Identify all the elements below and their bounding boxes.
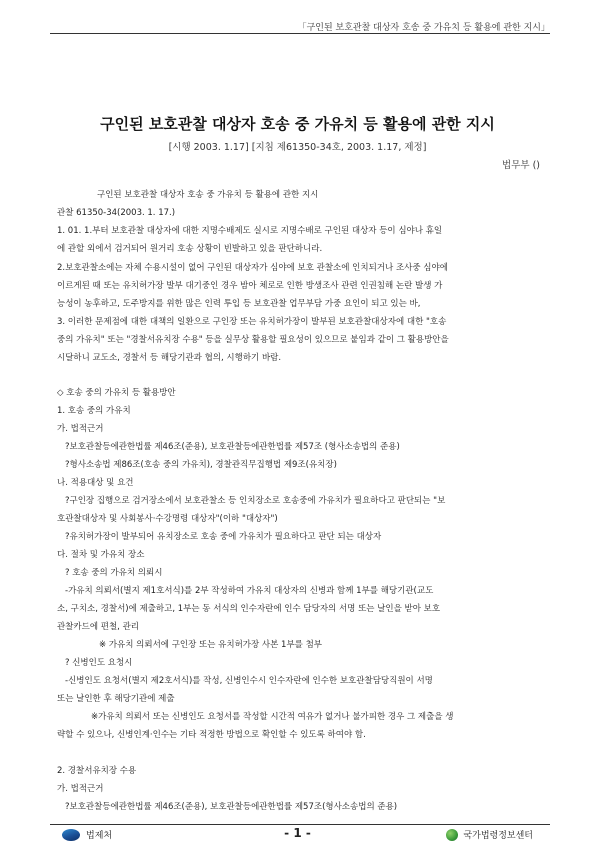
note-line: 략할 수 있으나, 신병인계·인수는 기타 적정한 방법으로 확인할 수 있도록 하여야 함. <box>57 730 366 740</box>
body-line: ?형사소송법 제86조(호송 중의 가유치), 경찰관직무집행법 제9조(유치장) <box>65 460 337 470</box>
subsection-heading: 가. 법적근거 <box>57 424 104 434</box>
note-line: ※ 가유치 의뢰서에 구인장 또는 유치허가장 사본 1부를 첨부 <box>99 640 323 650</box>
body-line: 관찰카드에 편철, 관리 <box>57 622 140 632</box>
document-title: 구인된 보호관찰 대상자 호송 중 가유치 등 활용에 관한 지시 <box>100 115 495 133</box>
body-line: ? 신병인도 요청시 <box>65 658 133 668</box>
body-line: ?보호관찰등에관한법률 제46조(준용), 보호관찰등에관한법률 제57조 (형사소송법의 준용) <box>65 442 400 452</box>
footer-right-label: 국가법령정보센터 <box>463 831 533 841</box>
document-subtitle: [시행 2003. 1.17] [지침 제61350-34호, 2003. 1.17, 제정] <box>168 142 427 153</box>
subsection-heading: 나. 적용대상 및 요건 <box>57 478 134 488</box>
body-line: 또는 날인한 후 해당기관에 제출 <box>57 694 175 704</box>
note-line: ※가유치 의뢰서 또는 신병인도 요청서를 작성할 시간적 여유가 없거나 불가피한 경우 그 제출을 생 <box>91 712 454 722</box>
body-line: 에 관할 외에서 검거되어 원거리 호송 상황이 빈발하고 있을 판단하니라. <box>57 244 323 254</box>
footer-left-label: 법제처 <box>86 831 113 841</box>
body-line: 소, 구치소, 경찰서)에 제출하고, 1부는 동 서식의 인수자란에 인수 담당자의 서명 또는 날인을 받아 보호 <box>57 604 441 614</box>
body-line: 구인된 보호관찰 대상자 호송 중 가유치 등 활용에 관한 지시 <box>97 190 319 200</box>
footer-right <box>446 828 533 841</box>
footer-divider <box>50 824 550 825</box>
body-line: 이르게된 때 또는 유치허가장 발부 대기중인 경우 밤아 체로로 인한 방생조사 관련 인권침해 논란 발생 가 <box>57 281 443 291</box>
body-line: ? 호송 중의 가유치 의뢰시 <box>65 568 163 578</box>
section-heading: 2. 경찰서유치장 수용 <box>57 766 137 776</box>
body-line: 관찰 61350-34(2003. 1. 17.) <box>57 208 176 218</box>
body-line: 2.보호관찰소에는 자체 수용시설이 없어 구인된 대상자가 심야에 보호 관찰소에 인치되거나 조사중 심야에 <box>57 263 448 273</box>
subsection-heading: 다. 절차 및 가유치 장소 <box>57 550 145 560</box>
body-line: 1. 01. 1.부터 보호관찰 대상자에 대한 지명수배제도 실시로 지명수배로 구인된 대상자 등이 심야나 휴일 <box>57 226 443 236</box>
body-line: 시달하니 교도소, 경찰서 등 해당기관과 협의, 시행하기 바람. <box>57 353 282 363</box>
body-line: -신병인도 요청서(별지 제2호서식)를 작성, 신병인수시 인수자란에 인수한 보호관찰담당직원이 서명 <box>65 676 433 686</box>
page-number: - 1 - <box>284 826 311 840</box>
header-divider <box>50 33 550 34</box>
body-line: 호관찰대상자 및 사회봉사·수강명령 대상자"(이하 "대상자") <box>57 514 278 524</box>
body-line: 능성이 농후하고, 도주방지를 위한 많은 인력 투입 등 보호관찰 업무부담 가중 요인이 되고 있는 바, <box>57 299 421 309</box>
subsection-heading: 가. 법적근거 <box>57 784 104 794</box>
body-line: 중의 가유치" 또는 "경찰서유치장 수용" 등을 실무상 활용할 필요성이 있으므로 붙임과 같이 그 활용방안을 <box>57 335 449 345</box>
body-line: -가유치 의뢰서(별지 제1호서식)를 2부 작성하여 가유치 대상자의 신병과 함께 1부를 해당기관(교도 <box>65 586 434 596</box>
section-heading: ◇ 호송 중의 가유치 등 활용방안 <box>57 388 176 398</box>
body-line: ?구인장 집행으로 검거장소에서 보호관찰소 등 인치장소로 호송중에 가유치가 필요하다고 판단되는 "보 <box>65 496 446 506</box>
section-heading: 1. 호송 중의 가유치 <box>57 406 131 416</box>
body-line: 3. 이러한 문제점에 대한 대책의 일환으로 구인장 또는 유치허가장이 발부된 보호관찰대상자에 대한 "호송 <box>57 317 447 327</box>
globe-logo-icon <box>446 829 458 841</box>
body-line: ?유치허가장이 발부되어 유치장소로 호송 중에 가유치가 필요하다고 판단 되는 대상자 <box>65 532 382 542</box>
department-label: 법무부 () <box>502 160 540 171</box>
body-line: ?보호관찰등에관한법률 제46조(준용), 보호관찰등에관한법률 제57조(형사소송법의 준용) <box>65 802 398 812</box>
running-header: 「구인된 보호관찰 대상자 호송 중 가유치 등 활용에 관한 지시」 <box>297 23 550 33</box>
